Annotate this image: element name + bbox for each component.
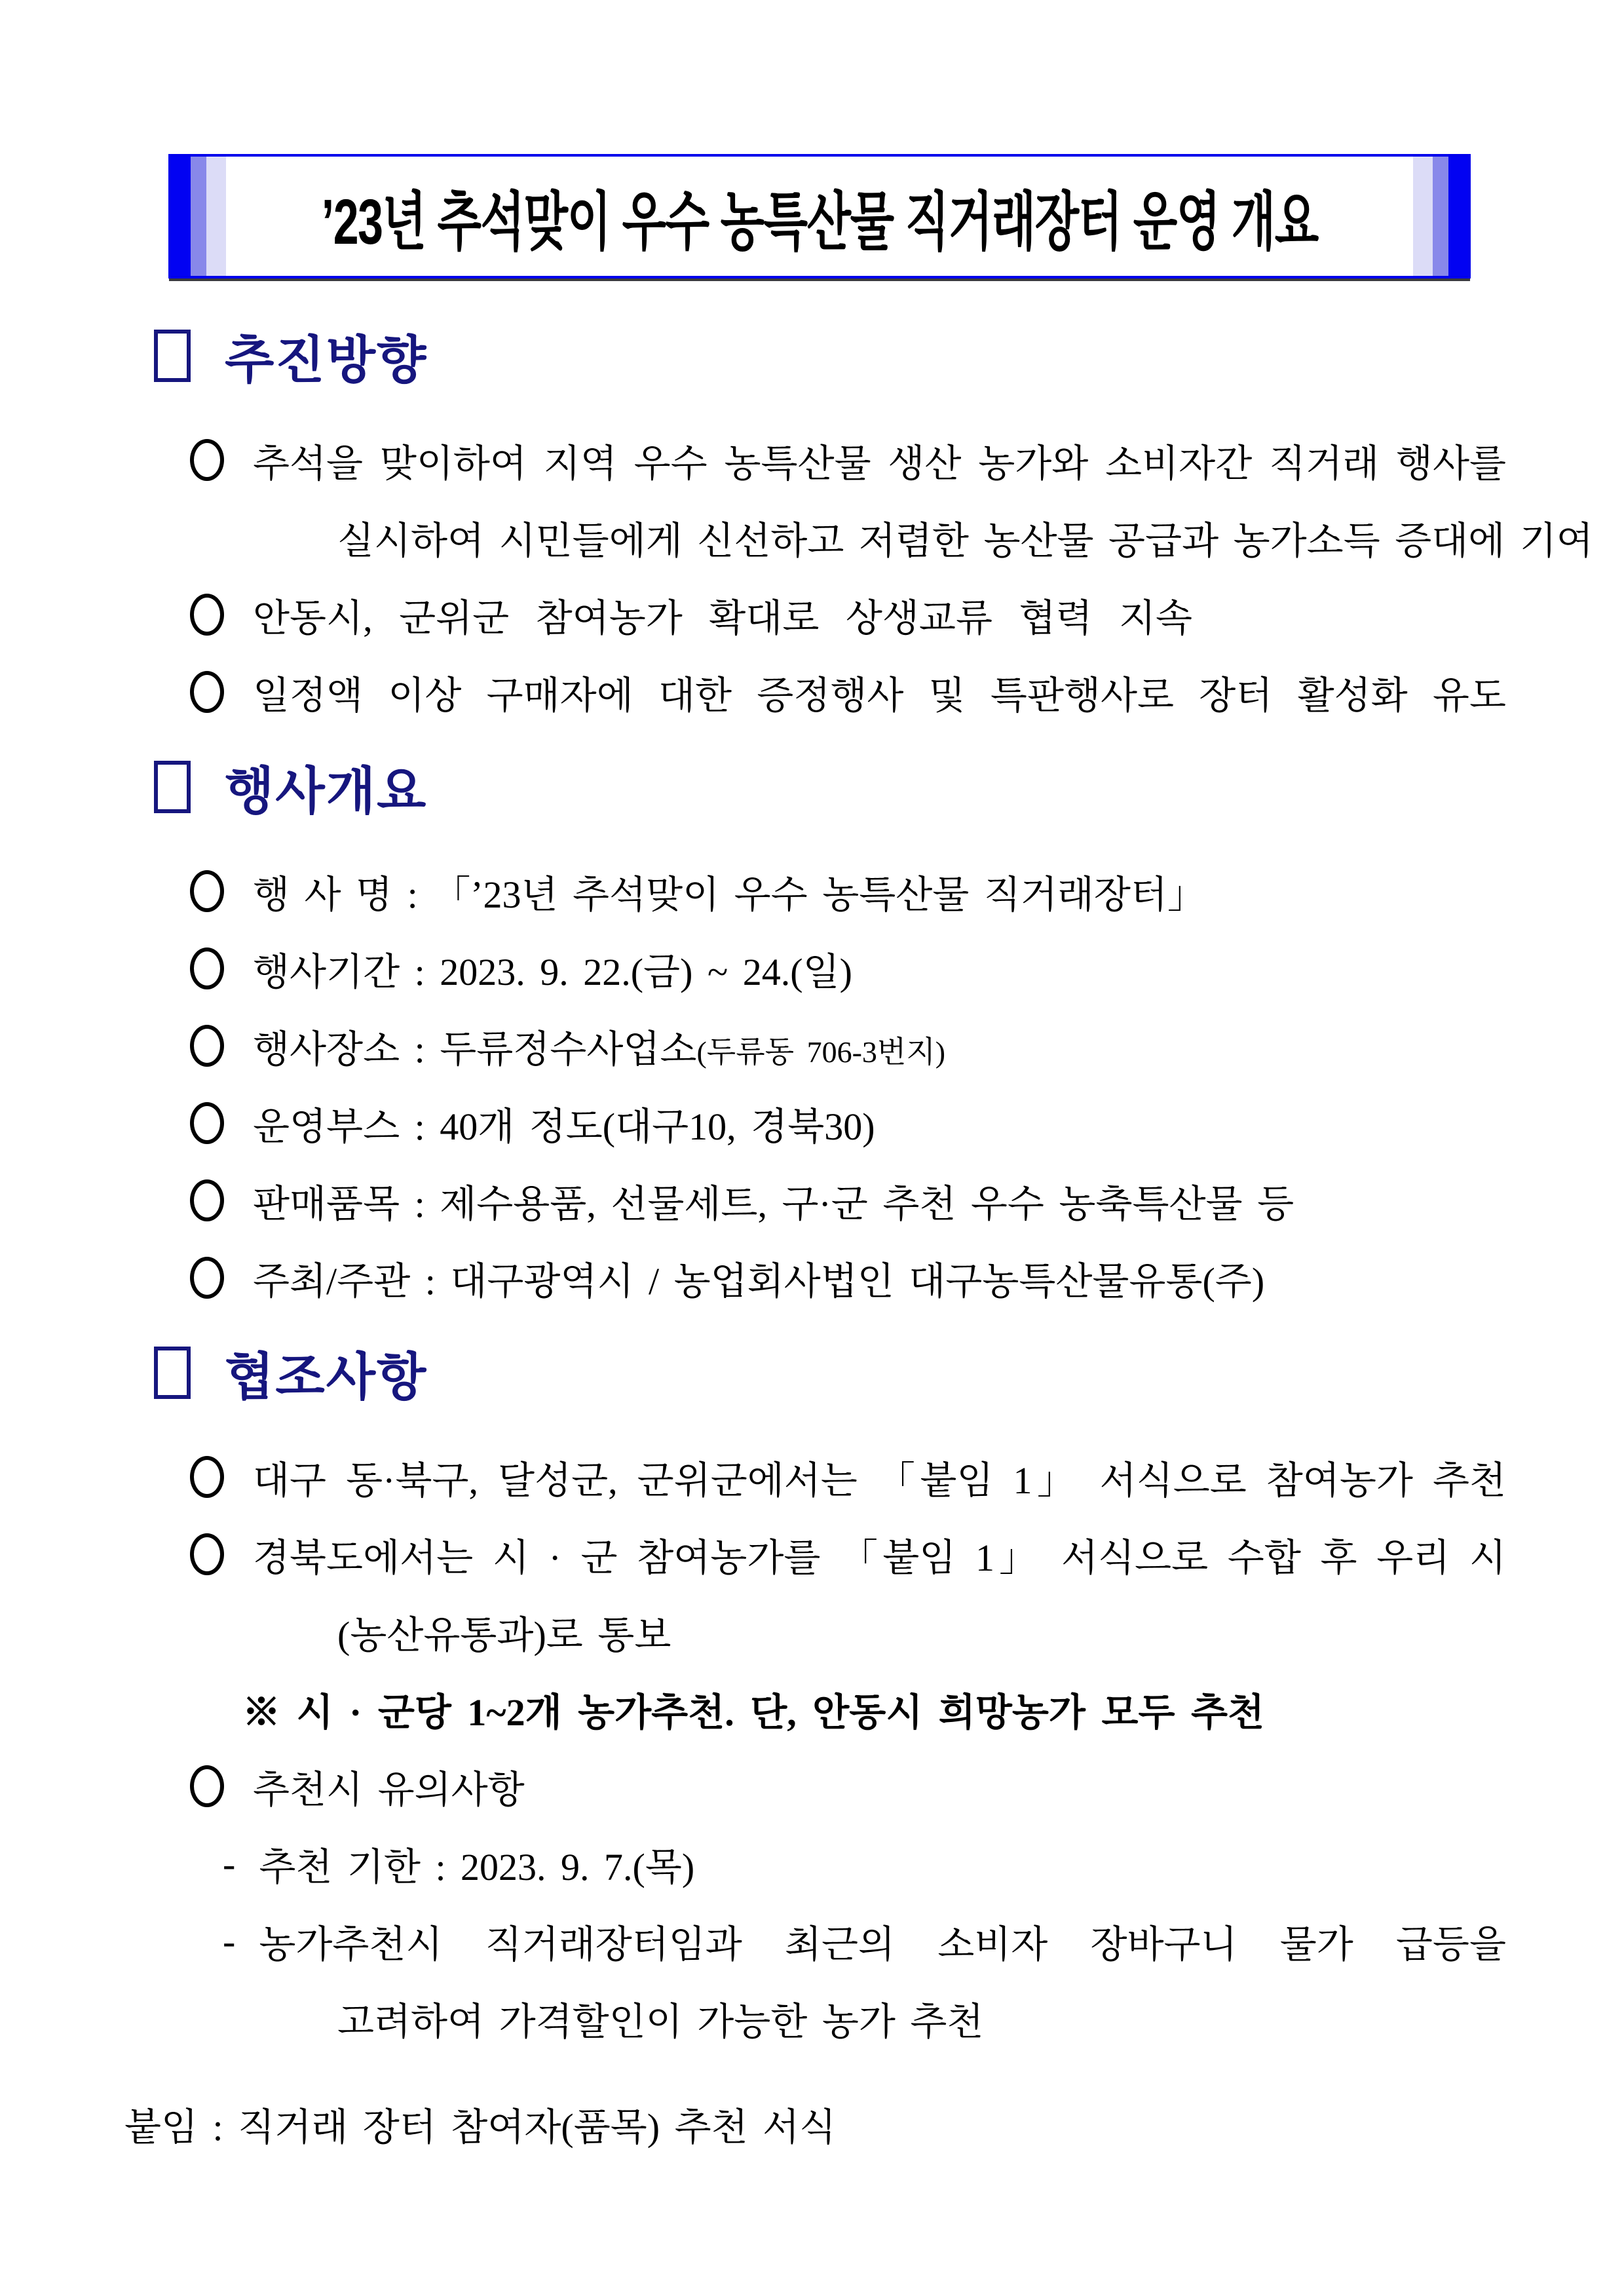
list-item-text: 행사기간 : 2023. 9. 22.(금) ~ 24.(일) — [253, 951, 852, 993]
list-item — [190, 421, 1506, 499]
list-item-continuation — [124, 499, 1593, 576]
circle-bullet-icon — [190, 439, 224, 481]
list-item-text: 운영부스 : 40개 정도(대구10, 경북30) — [253, 1105, 875, 1148]
list-item — [190, 653, 1506, 731]
circle-bullet-icon — [190, 1456, 224, 1498]
circle-bullet-icon — [190, 1102, 224, 1144]
list-item-text: (농산유통과)로 통보 — [337, 1614, 671, 1656]
sub-item-deadline — [124, 1825, 1506, 1902]
list-item-text: 추석을 맞이하여 지역 우수 농특산물 생산 농가와 소비자간 직거래 행사를 — [253, 442, 1506, 485]
circle-bullet-icon — [190, 594, 224, 636]
list-item-text: 판매품목 : 제수용품, 선물세트, 구·군 추천 우수 농축특산물 등 — [253, 1183, 1294, 1225]
circle-bullet-icon — [190, 1025, 224, 1067]
list-item-sale-items — [190, 1162, 1506, 1239]
list-item-booth-count — [190, 1084, 1506, 1162]
list-item-text: 안동시, 군위군 참여농가 확대로 상생교류 협력 지속 — [253, 597, 1193, 640]
list-item-event-place — [190, 1007, 1506, 1084]
list-item-text: 실시하여 시민들에게 신선하고 저렴한 농산물 공급과 농가소득 증대에 기여 — [337, 520, 1593, 562]
event-place-address: (두류동 706-3번지) — [696, 1035, 946, 1069]
section-heading-cooperation — [154, 1336, 1506, 1409]
section-heading-label: 행사개요 — [225, 762, 428, 820]
event-place-main: 행사장소 : 두류정수사업소 — [253, 1028, 697, 1071]
dash-bullet-icon: - — [223, 1842, 236, 1885]
list-item-text — [253, 1018, 1506, 1073]
square-heading-icon — [154, 1347, 191, 1399]
circle-bullet-icon — [190, 947, 224, 989]
banner-right-gradient-bar — [1413, 157, 1468, 276]
list-item-text: 추천시 유의사항 — [253, 1769, 525, 1811]
section-heading-label: 협조사항 — [225, 1348, 428, 1406]
title-banner — [168, 154, 1471, 278]
sub-item-price-discount — [124, 1902, 1506, 1980]
section-heading-label: 추진방향 — [225, 331, 428, 389]
note-line — [124, 1670, 1506, 1748]
list-item-text: 경북도에서는 시 · 군 참여농가를 「붙임 1」 서식으로 수합 후 우리 시 — [253, 1537, 1506, 1579]
list-item-host-organizer — [190, 1239, 1506, 1316]
sub-item-text: 고려하여 가격할인이 가능한 농가 추천 — [337, 2000, 984, 2043]
circle-bullet-icon — [190, 870, 224, 912]
list-item-recommendation-notes — [190, 1748, 1506, 1825]
section-heading-event-overview — [154, 750, 1506, 824]
list-item — [190, 576, 1506, 653]
note-text: ※ 시 · 군당 1~2개 농가추천. 단, 안동시 희망농가 모두 추천 — [242, 1691, 1265, 1734]
list-item-text: 주최/주관 : 대구광역시 / 농업회사법인 대구농특산물유통(주) — [253, 1260, 1265, 1303]
circle-bullet-icon — [190, 1765, 224, 1807]
square-heading-icon — [154, 330, 191, 382]
dash-bullet-icon: - — [223, 1919, 236, 1962]
sub-item-text: 농가추천시 직거래장터임과 최근의 소비자 장바구니 물가 급등을 — [259, 1923, 1506, 1966]
list-item-continuation — [124, 1593, 1506, 1670]
square-heading-icon — [154, 761, 191, 813]
list-item-text: 일정액 이상 구매자에 대한 증정행사 및 특판행사로 장터 활성화 유도 — [253, 674, 1506, 717]
list-item — [190, 1516, 1506, 1593]
circle-bullet-icon — [190, 1533, 224, 1575]
attachment-line: 붙임 : 직거래 장터 참여자(품목) 추천 서식 — [124, 2106, 837, 2149]
list-item — [190, 1438, 1506, 1516]
list-item-text: 대구 동·북구, 달성군, 군위군에서는 「붙임 1」 서식으로 참여농가 추천 — [253, 1459, 1506, 1502]
circle-bullet-icon — [190, 671, 224, 713]
document-title: ’23년 추석맞이 우수 농특산물 직거래장터 운영 개요 — [321, 186, 1318, 258]
list-item-event-name — [190, 852, 1506, 930]
sub-item-continuation — [124, 1980, 1506, 2057]
circle-bullet-icon — [190, 1257, 224, 1299]
list-item-text: 행 사 명 : 「’23년 추석맞이 우수 농특산물 직거래장터」 — [253, 873, 1205, 916]
sub-item-text: 추천 기한 : 2023. 9. 7.(목) — [259, 1846, 695, 1888]
banner-left-gradient-bar — [171, 157, 226, 276]
section-heading-promotion-direction — [154, 319, 1506, 392]
list-item-event-period — [190, 930, 1506, 1007]
circle-bullet-icon — [190, 1179, 224, 1221]
